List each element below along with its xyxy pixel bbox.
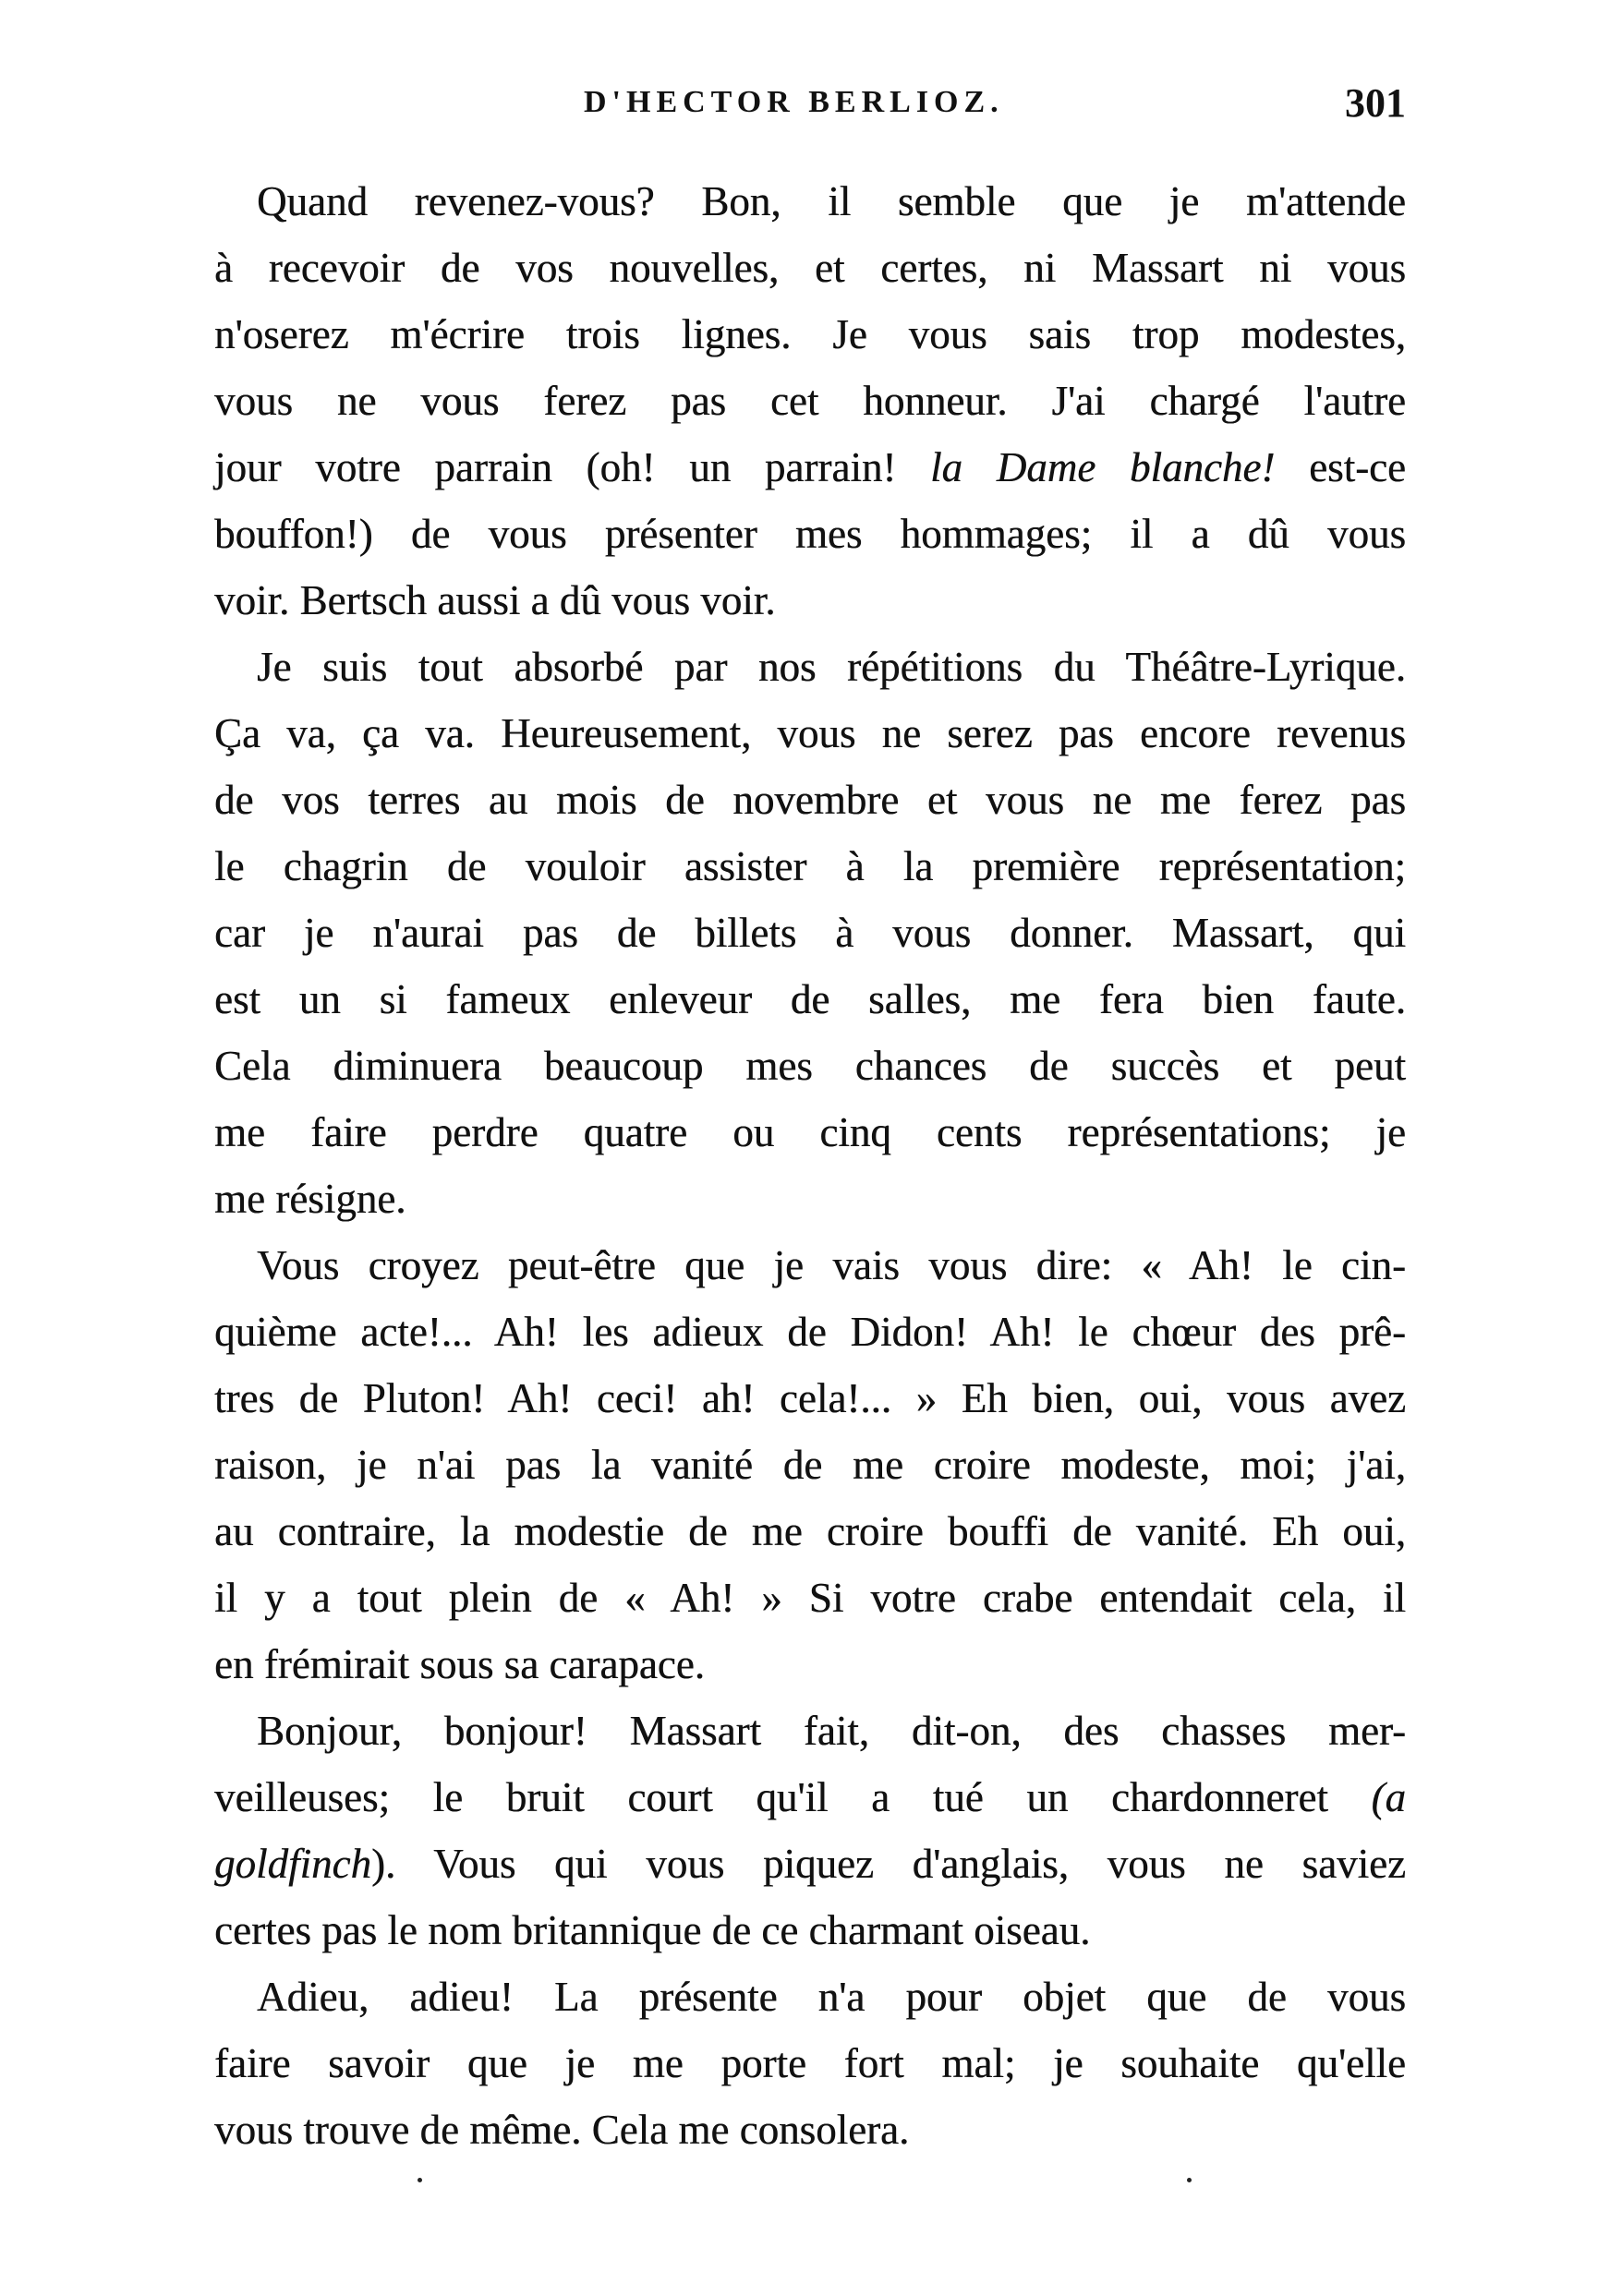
text-line: de vos terres au mois de novembre et vous ne me ferez pas [214, 777, 1406, 823]
text-line: Cela diminuera beaucoup mes chances de succès et peut [214, 1043, 1406, 1089]
text-line: veilleuses; le bruit court qu'il a tué un chardonneret (a [214, 1774, 1406, 1820]
page-body [214, 168, 1406, 2163]
text-line: n'oserez m'écrire trois lignes. Je vous sais trop modestes, [214, 311, 1406, 357]
text-line: Vous croyez peut-être que je vais vous dire: « Ah! le cin- [257, 1242, 1406, 1288]
text-line: Bonjour, bonjour! Massart fait, dit-on, des chasses mer- [257, 1708, 1406, 1754]
paragraph [214, 1964, 1406, 2163]
text-line: au contraire, la modestie de me croire bouffi de vanité. Eh oui, [214, 1508, 1406, 1554]
text-line: Je suis tout absorbé par nos répétitions du Théâtre-Lyrique. [257, 644, 1406, 690]
text-line: Adieu, adieu! La présente n'a pour objet que de vous [257, 1974, 1406, 2020]
text-line: vous trouve de même. Cela me consolera. [214, 2107, 910, 2153]
text-line: goldfinch). Vous qui vous piquez d'anglais, vous ne saviez [214, 1841, 1406, 1887]
text-line: est un si fameux enleveur de salles, me fera bien faute. [214, 976, 1406, 1022]
running-header [214, 80, 1406, 140]
page-number: 301 [1345, 80, 1406, 126]
paragraph [214, 1698, 1406, 1964]
text-line: faire savoir que je me porte fort mal; je souhaite qu'elle [214, 2040, 1406, 2086]
text-line: raison, je n'ai pas la vanité de me croire modeste, moi; j'ai, [214, 1442, 1406, 1488]
text-line: en frémirait sous sa carapace. [214, 1641, 705, 1687]
paragraph [214, 1232, 1406, 1698]
text-line: Quand revenez-vous? Bon, il semble que je m'attende [257, 178, 1406, 224]
text-line: me faire perdre quatre ou cinq cents représentations; je [214, 1109, 1406, 1155]
text-line: car je n'aurai pas de billets à vous donner. Massart, qui [214, 910, 1406, 956]
text-line: à recevoir de vos nouvelles, et certes, ni Massart ni vous [214, 245, 1406, 291]
text-line: le chagrin de vouloir assister à la première représentation; [214, 843, 1406, 889]
text-line: quième acte!... Ah! les adieux de Didon! Ah! le chœur des prê- [214, 1309, 1406, 1355]
paragraph [214, 168, 1406, 634]
paragraph [214, 634, 1406, 1232]
text-line: tres de Pluton! Ah! ceci! ah! cela!... » Eh bien, oui, vous avez [214, 1375, 1406, 1421]
print-speck [418, 2178, 422, 2182]
text-line: vous ne vous ferez pas cet honneur. J'ai chargé l'autre [214, 378, 1406, 424]
text-line: Ça va, ça va. Heureusement, vous ne serez pas encore revenus [214, 710, 1406, 756]
text-line: me résigne. [214, 1176, 406, 1222]
text-line: jour votre parrain (oh! un parrain! la Dame blanche! est-ce [214, 444, 1407, 490]
text-line: voir. Bertsch aussi a dû vous voir. [214, 577, 776, 623]
print-speck [1187, 2178, 1192, 2182]
running-title: D'HECTOR BERLIOZ. [584, 85, 1004, 119]
text-line: certes pas le nom britannique de ce charmant oiseau. [214, 1907, 1091, 1953]
text-line: il y a tout plein de « Ah! » Si votre crabe entendait cela, il [214, 1575, 1406, 1621]
text-line: bouffon!) de vous présenter mes hommages; il a dû vous [214, 511, 1406, 557]
